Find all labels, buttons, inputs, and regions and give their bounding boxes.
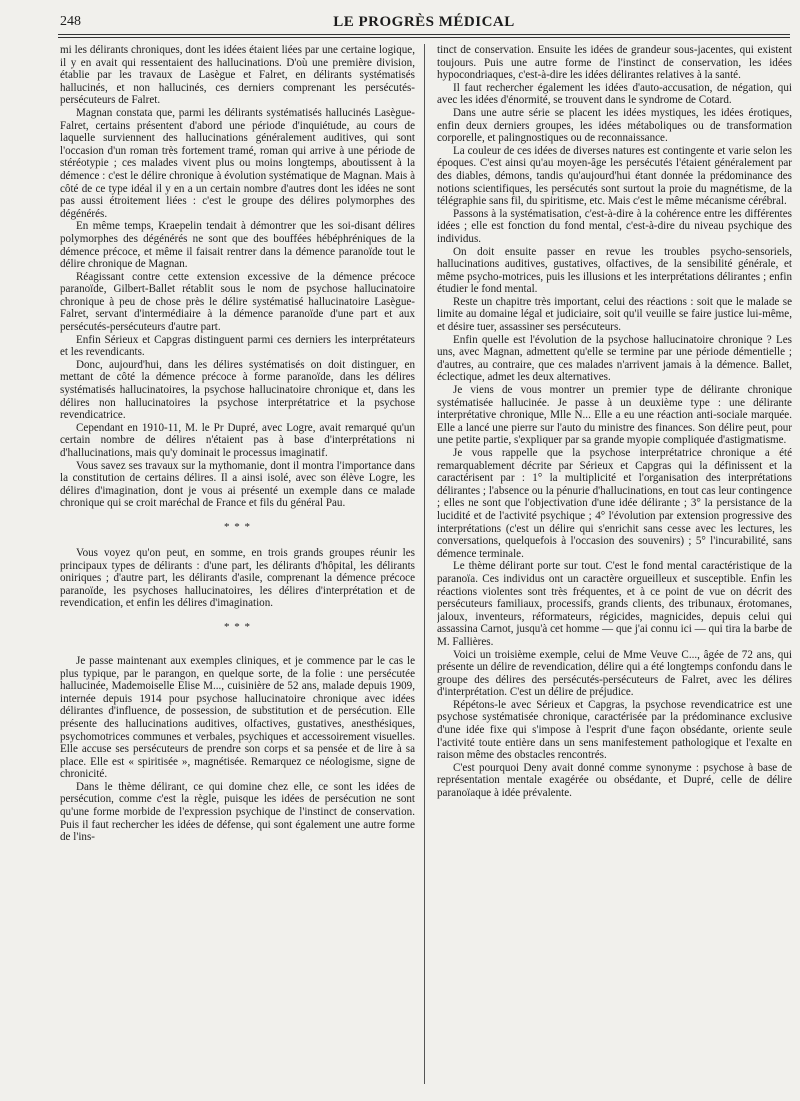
paragraph: tinct de conservation. Ensuite les idées de grandeur sous-jacentes, qui existent toujours. Puis une autre forme de l'instinct de conservation, les idées hypocondriaques, c'est-à-dire les idées délirantes relatives à la santé.: [437, 44, 792, 82]
section-asterism: * * *: [224, 520, 251, 533]
journal-title: LE PROGRÈS MÉDICAL: [333, 14, 515, 30]
paragraph: Passons à la systématisation, c'est-à-dire à la cohérence entre les différentes idées ; elle est fonction du fond mental, c'est-à-dire du niveau psychique des individus.: [437, 207, 792, 245]
paragraph: Cependant en 1910-11, M. le Pr Dupré, avec Logre, avait remarqué qu'un certain nombre de délires n'étaient pas à base d'interprétations ni d'hallucinations, mais qu'y dominait le processus imaginatif.: [60, 421, 415, 459]
paragraph: Dans une autre série se placent les idées mystiques, les idées érotiques, enfin deux derniers groupes, les idées métaboliques ou de transformation corporelle, et palingnostiques ou de reconnaissance.: [437, 106, 792, 145]
column-divider: [424, 44, 425, 1084]
header-rule: [58, 34, 790, 38]
paragraph: Répétons-le avec Sérieux et Capgras, la psychose revendicatrice est une psychose systématisée chronique, caractérisée par la prédominance exclusive d'une idée fixe qui s'impose à l'esprit d'une façon obsédante, oriente seule l'activité toute entière dans un sens manifestement pathologique et l'exalte en raison même des obstacles rencontrés.: [437, 698, 792, 762]
paragraph: Magnan constata que, parmi les délirants systématisés hallucinés Lasègue-Falret, certains présentent d'abord une période d'inquiétude, au cours de laquelle surviennent des hallucinations généralement auditives, qui sont l'occasion d'un roman très fortement tramé, roman qui arrive à une période de stéréotypie ; ces malades vivent plus ou moins longtemps, aboutissent à la démence : c'est le délire chronique à évolution systématique de Magnan. Mais à côté de ce type idéal il y en a un certain nombre d'autres dont les idées ne sont pas aussi étroitement liées : c'est le groupe des délires polymorphes des dégénérés.: [60, 106, 415, 220]
page-header: [60, 14, 788, 36]
left-column: [60, 44, 415, 1089]
paragraph: Dans le thème délirant, ce qui domine chez elle, ce sont les idées de persécution, comme c'est la règle, puisque les idées de persécution ne sont qu'une forme morbide de l'expression psychique de l'instinct de conservation. Puis il faut rechercher les idées de défense, qui sont également une autre forme de l'ins-: [60, 780, 415, 844]
paragraph: Vous savez ses travaux sur la mythomanie, dont il montra l'importance dans la constitution de certains délires. Il a ainsi isolé, avec son élève Logre, les délires d'imagination, dont je vous ai présenté un exemple dans ce malade chronique qui se croit maréchal de France et fils du général Pau.: [60, 459, 415, 510]
paragraph: Enfin quelle est l'évolution de la psychose hallucinatoire chronique ? Les uns, avec Magnan, admettent qu'elle se termine par une période démentielle ; d'autres, au contraire, que ces malades n'arrivent jamais à la démence. Ballet, éclectique, admet les deux alternatives.: [437, 333, 792, 384]
paragraph: Je passe maintenant aux exemples cliniques, et je commence par le cas le plus typique, par le parangon, en quelque sorte, de la folie : une persécutée hallucinée, Mademoiselle Elise M..., cuisinière de 52 ans, malade depuis 1909, internée depuis 1914 pour psychose hallucinatoire chronique avec idées délirantes d'influence, de possession, de substitution et de persécution. Elle présente des hallucinations auditives, olfactives, gustatives, anesthésiques, psychomotrices communes et verbales, psychiques et accessoirement visuelles. Elle accuse ses persécuteurs de prendre son corps et sa pensée et de lire à sa place. Elle est « spiritisée », magnétisée. Remarquez ce néologisme, signe de chronicité.: [60, 654, 415, 781]
paragraph: Voici un troisième exemple, celui de Mme Veuve C..., âgée de 72 ans, qui présente un délire de revendication, délire qui a été longtemps confondu dans le groupe des délires des persécutés-persécuteurs de Falret, avec les délires d'interprétation. C'est un délire de préjudice.: [437, 648, 792, 699]
page-number: 248: [60, 14, 81, 29]
paragraph: Je viens de vous montrer un premier type de délirante chronique systématisée hallucinée. Je passe à un deuxième type : une délirante interprétative chronique, Mlle N... Elle a eu une réaction anti-sociale marquée. Elle a lancé une pierre sur l'auto du ministre des finances. Son délire peut, pour une petite partie, s'expliquer par sa grande myopie compliquée d'astigmatisme.: [437, 384, 792, 447]
paragraph: C'est pourquoi Deny avait donné comme synonyme : psychose à base de représentation mentale exagérée ou obsédante, et Dupré, celle de délire paranoïaque à idée prévalente.: [437, 761, 792, 800]
section-asterism: * * *: [224, 620, 251, 633]
paragraph: Je vous rappelle que la psychose interprétatrice chronique a été remarquablement décrite par Sérieux et Capgras qui la définissent et la caractérisent par : 1° la multiplicité et l'organisation des interprétations délirantes ; l'absence ou la pénurie d'hallucinations, en tout cas leur contingence ; elles ne sont que l'objectivation d'une idée délirante ; 3° la persistance de la lucidité et de l'activité psychique ; 4° l'évolution par extension progressive des interprétations (c'est un délire qui s'enrichit sans cesse avec les lectures, les conversations, quelquefois à l'occasion des souvenirs) ; 5° l'incurabilité, sans démence terminale.: [437, 447, 792, 560]
paragraph: mi les délirants chroniques, dont les idées étaient liées par une certaine logique, il y en avait qui ressentaient des hallucinations. D'où une première division, établie par les travaux de Lasègue et Falret, en délirants systématisés hallucinés, et non hallucinés, ces derniers comprenant les persécutés-persécuteurs de Falret.: [60, 44, 415, 107]
paragraph: Donc, aujourd'hui, dans les délires systématisés on doit distinguer, en mettant de côté la démence précoce à forme paranoïde, dans les délires systématisés hallucinatoires, la psychose hallucinatoire chronique et, dans les délires non hallucinatoires la psychose interprétatrice et la psychose revendicatrice.: [60, 358, 415, 422]
paragraph: Reste un chapitre très important, celui des réactions : soit que le malade se limite au domaine légal et judiciaire, soit qu'il veuille se faire justice lui-même, et désire tuer, assassiner ses persécuteurs.: [437, 295, 792, 334]
paragraph: Réagissant contre cette extension excessive de la démence précoce paranoïde, Gilbert-Ballet rétablit sous le nom de psychose hallucinatoire chronique à peu de chose près le délire systématisé hallucinatoire Lasègue-Falret, servant d'intermédiaire à la démence paranoïde d'une part et aux persécutés-persécuteurs d'autre part.: [60, 270, 415, 334]
paragraph: La couleur de ces idées de diverses natures est contingente et varie selon les époques. C'est ainsi qu'au moyen-âge les persécutés l'étaient généralement par des diables, démons, tandis qu'aujourd'hui étant donnée la prédominance des notions scientifiques, les persécutés sont surtout la proie du magnétisme, de la télégraphie sans fil, du spiritisme, etc. Mais c'est le même mécanisme cérébral.: [437, 144, 792, 208]
right-column: [437, 44, 792, 1089]
paragraph: On doit ensuite passer en revue les troubles psycho-sensoriels, hallucinations auditives, gustatives, olfactives, de la sensibilité générale, et même psycho-motrices, puis les illusions et les interprétations délirantes ; enfin étudier le fond mental.: [437, 245, 792, 296]
paragraph: Vous voyez qu'on peut, en somme, en trois grands groupes réunir les principaux types de délirants : d'une part, les délirants d'hôpital, les délirants oniriques ; d'autre part, les délirants d'asile, comprenant la démence précoce paranoïde, les psychoses hallucinatoires, les délires d'interprétation et de revendication, et enfin les délires d'imagination.: [60, 546, 415, 610]
paragraph: Le thème délirant porte sur tout. C'est le fond mental caractéristique de la paranoïa. Ces individus ont un caractère orgueilleux et susceptible. Enfin les réactions violentes sont très fréquentes, et à ce point de vue on décrit des persécuteurs familiaux, processifs, grands clients, des tribunaux, érotomanes, jaloux, inventeurs, réformateurs, régicides, magnicides, depuis celui qui assassina Carnot, jusqu'à cet homme — que j'ai connu ici — qui tira la barbe de M. Fallières.: [437, 560, 792, 648]
paragraph: Il faut rechercher également les idées d'auto-accusation, de négation, qui avec les idées d'énormité, se trouvent dans le syndrome de Cotard.: [437, 81, 792, 107]
paragraph: En même temps, Kraepelin tendait à démontrer que les soi-disant délires polymorphes des dégénérés ne sont que des bouffées hébéphréniques de la démence précoce, et même il faisait rentrer dans la démence paranoïde tout le délire chronique de Magnan.: [60, 220, 415, 271]
paragraph: Enfin Sérieux et Capgras distinguent parmi ces derniers les interprétateurs et les revendicants.: [60, 333, 415, 359]
